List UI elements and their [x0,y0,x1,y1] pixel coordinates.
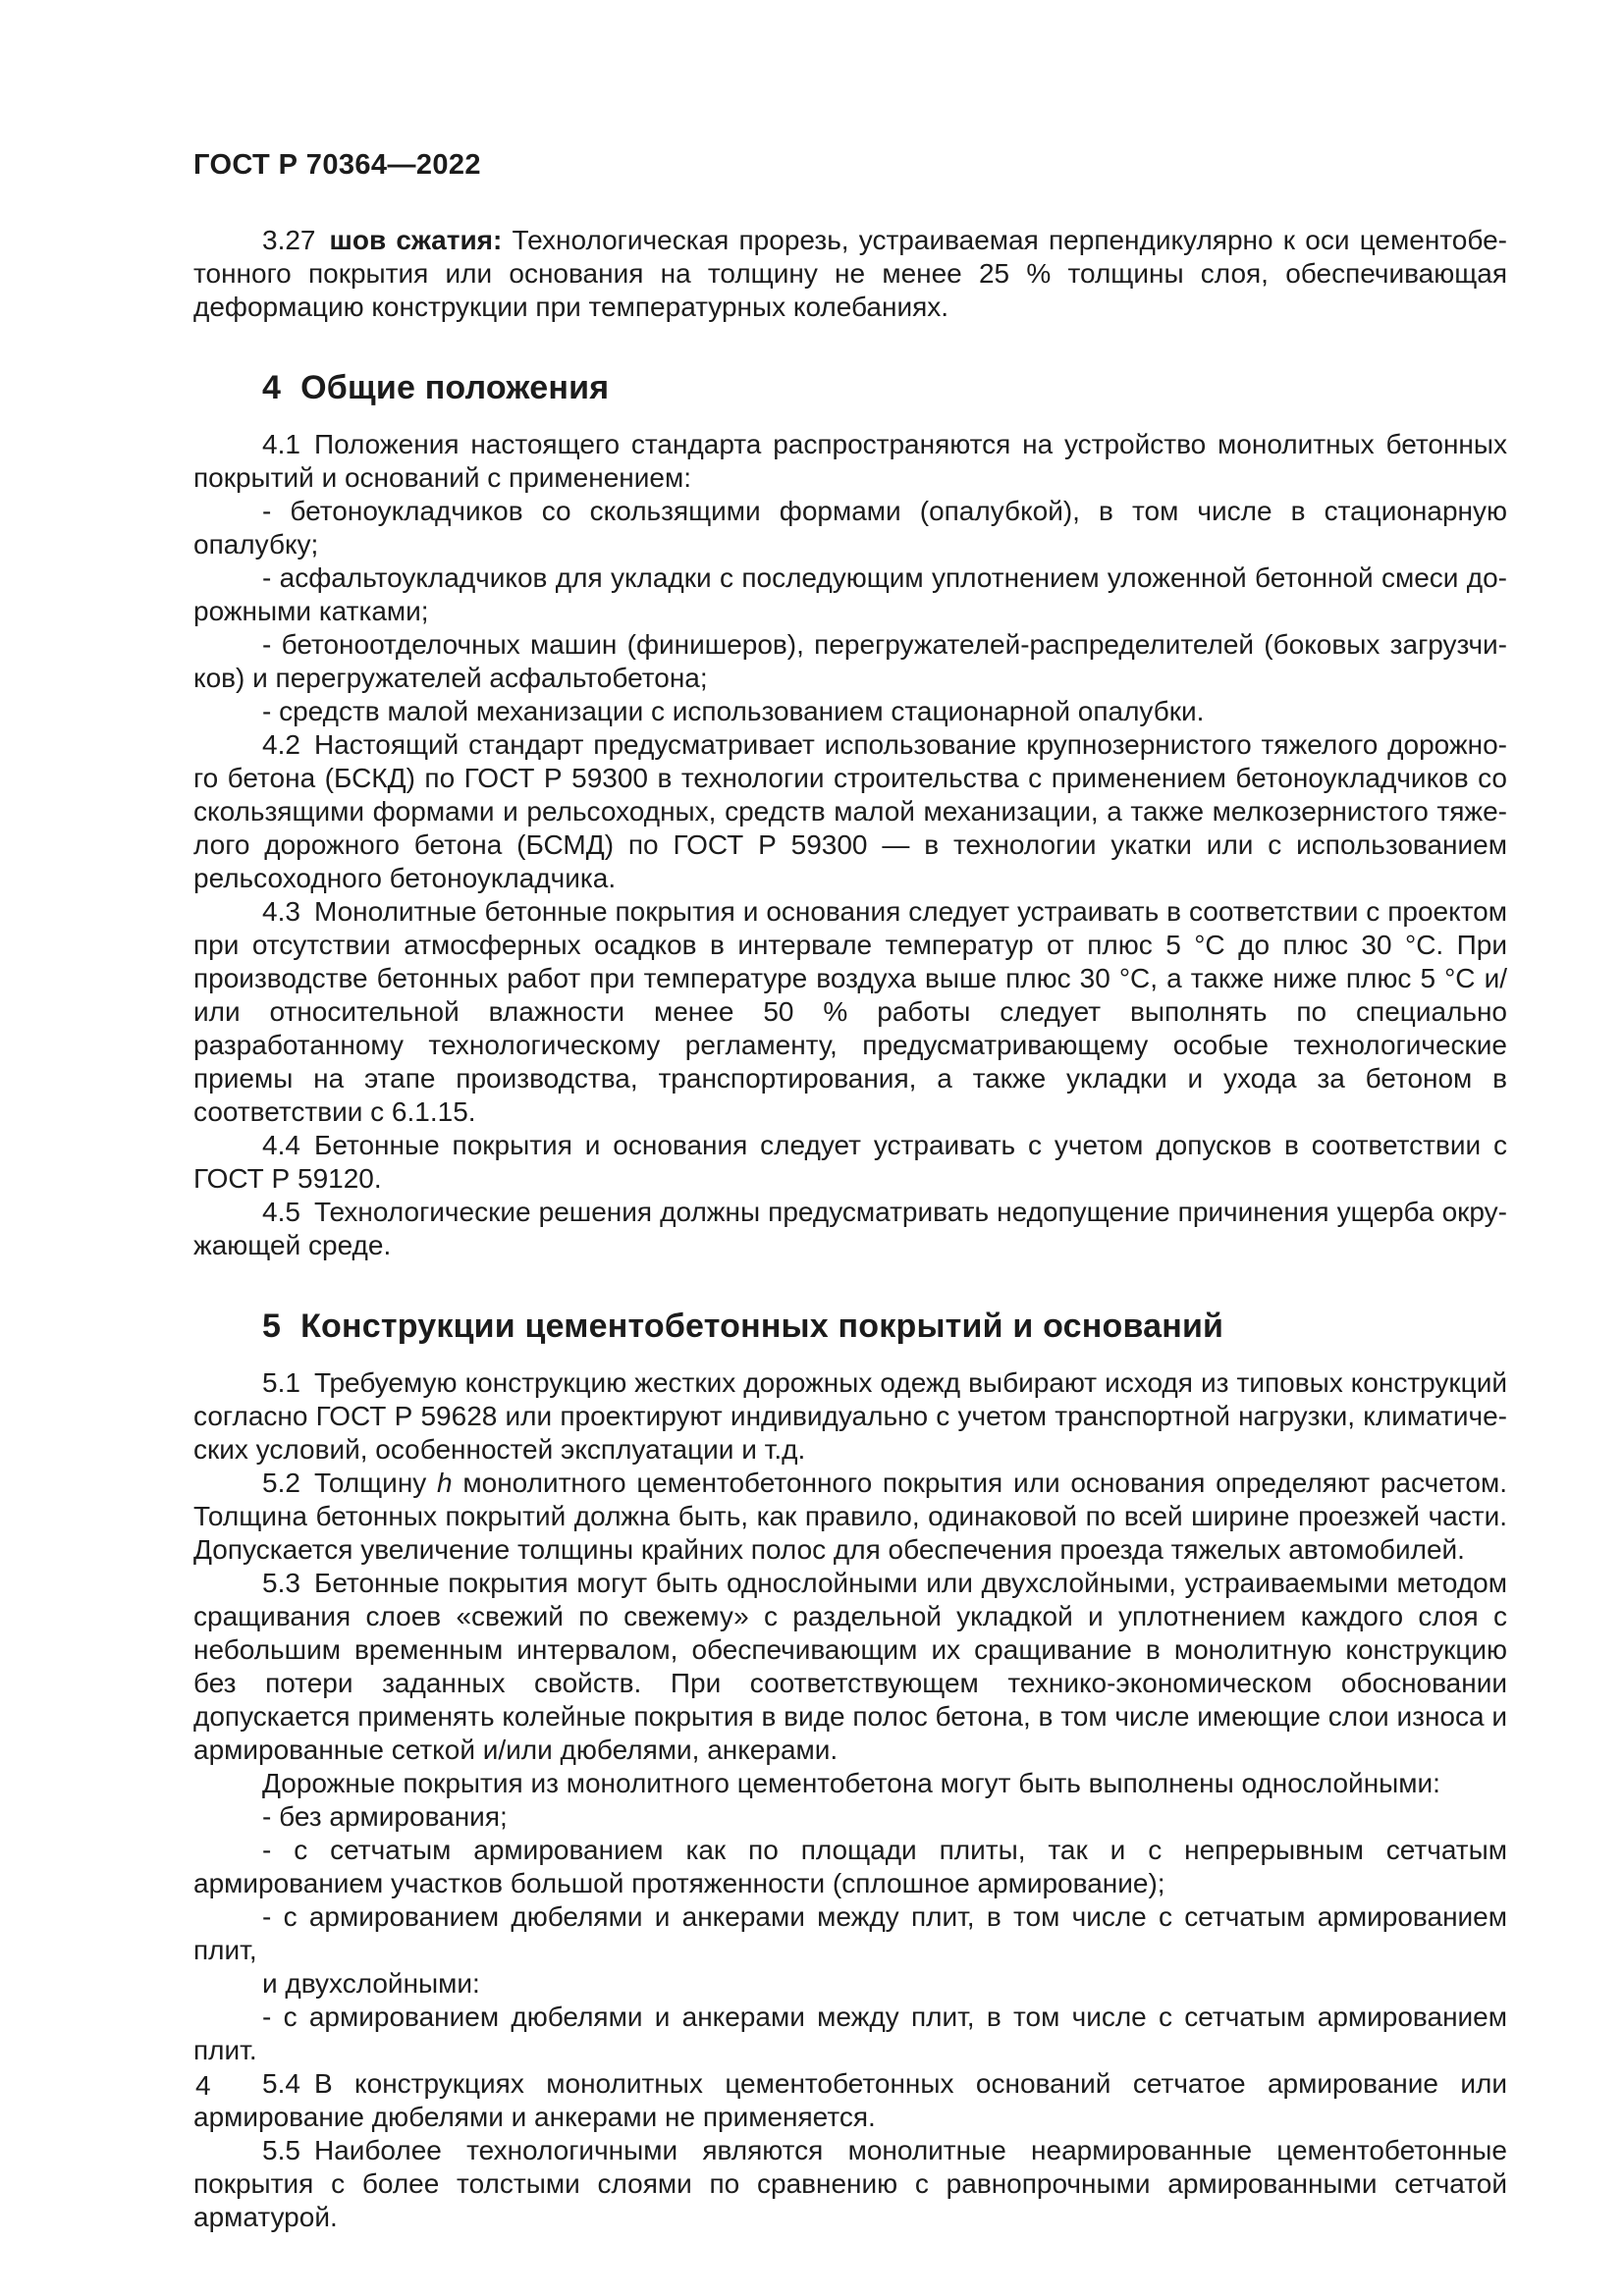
section-number: 4 [262,369,282,406]
clause-number: 4.1 [262,429,300,459]
paragraph [193,2067,1507,2134]
text-run: - асфальтоукладчиков для укладки с последующим уплотнением уложенной бетонной смеси дорожными катками; [193,562,1507,626]
text-run: монолитного цементобетонного покрытия или основания определяют расчетом. Толщина бетонных покрытий должна быть, как правило, одинаковой по всей ширине проезжей части. Допускается увеличение толщины крайних полос для обеспечения проезда тяжелых автомобилей. [193,1468,1507,1565]
text-run: шов сжатия: [329,225,503,255]
document-content [193,224,1507,2234]
text-run: Общие положения [300,369,610,406]
list-item [193,561,1507,628]
paragraph [193,2134,1507,2234]
clause-number: 4.5 [262,1197,300,1227]
list-item [193,695,1507,728]
text-run: Дорожные покрытия из монолитного цементобетона могут быть выполнены однослойными: [262,1768,1440,1798]
text-run: Настоящий стандарт предусматривает использование крупнозернистого тяжелого дорожного бетона (БСКД) по ГОСТ Р 59300 в технологии строительства с применением бетоноукладчиков со скользящими формами и рельсоходных, средств малой механизации, а также мелкозернистого тяжелого дорожного бетона (БСМД) по ГОСТ Р 59300 — в технологии укатки или с использованием рельсоходного бетоноукладчика. [193,729,1507,893]
text-run: - с армированием дюбелями и анкерами между плит, в том числе с сетчатым армированием плит. [193,2002,1507,2065]
paragraph [193,895,1507,1129]
text-run: Требуемую конструкцию жестких дорожных одежд выбирают исходя из типовых конструкций согласно ГОСТ Р 59628 или проектируют индивидуально с учетом транспортной нагрузки, климатических условий, особенностей эксплуатации и т.д. [193,1367,1507,1465]
text-run: Конструкции цементобетонных покрытий и оснований [300,1308,1224,1345]
text-run: - бетоноукладчиков со скользящими формами (опалубкой), в том числе в стационарную опалубку; [193,496,1507,560]
section-heading [193,1306,1507,1347]
clause-number: 4.2 [262,729,300,760]
paragraph [193,1129,1507,1196]
paragraph [193,1467,1507,1567]
clause-number: 5.3 [262,1568,300,1598]
text-run: Технологические решения должны предусматривать недопущение причинения ущерба окружающей среде. [193,1197,1507,1260]
list-item [193,1800,1507,1834]
section-heading [193,367,1507,408]
text-run: Наиболее технологичными являются монолитные неармированные цементобетонные покрытия с более толстыми слоями по сравнению с равнопрочными армированными сетчатой арматурой. [193,2135,1507,2232]
list-item [193,495,1507,561]
text-run: - без армирования; [262,1801,508,1832]
clause-number: 4.4 [262,1130,300,1160]
paragraph [193,1366,1507,1467]
text-run: Технологическая прорезь, устраиваемая перпендикулярно к оси цементобетонного покрытия или основания на толщину не менее 25 % толщины слоя, обеспечивающая деформацию конструкции при температурных колебаниях. [193,225,1507,322]
page-number: 4 [195,2070,211,2101]
clause-number: 4.3 [262,896,300,927]
text-run: Бетонные покрытия и основания следует устраивать с учетом допусков в соответствии с ГОСТ Р 59120. [193,1130,1507,1194]
text-run: В конструкциях монолитных цементобетонных оснований сетчатое армирование или армирование дюбелями и анкерами не применяется. [193,2068,1507,2132]
clause-number: 5.2 [262,1468,300,1498]
text-run: Бетонные покрытия могут быть однослойными или двухслойными, устраиваемыми методом сращивания слоев «свежий по свежему» с раздельной укладкой и уплотнением каждого слоя с небольшим временным интервалом, обеспечивающим их сращивание в монолитную конструкцию без потери заданных свойств. При соответствующем технико-экономическом обосновании допускается применять колейные покрытия в виде полос бетона, в том числе имеющие слои износа и армированные сеткой и/или дюбелями, анкерами. [193,1568,1507,1765]
paragraph [193,224,1507,324]
text-run: и двухслойными: [262,1968,480,1999]
list-item [193,628,1507,695]
paragraph [193,728,1507,895]
clause-number: 5.1 [262,1367,300,1398]
text-run: Толщину [313,1468,438,1498]
text-run: - с армированием дюбелями и анкерами между плит, в том числе с сетчатым армированием плит, [193,1901,1507,1965]
clause-number: 5.4 [262,2068,300,2099]
text-run: Положения настоящего стандарта распространяются на устройство монолитных бетонных покрытий и оснований с применением: [193,429,1507,493]
paragraph [193,1967,1507,2001]
clause-number: 5.5 [262,2135,300,2165]
paragraph [193,1196,1507,1262]
list-item [193,2001,1507,2067]
list-item [193,1834,1507,1900]
text-run: h [437,1468,453,1498]
section-number: 5 [262,1308,282,1345]
clause-number: 3.27 [262,225,316,255]
list-item [193,1900,1507,1967]
page-header-standard-number: ГОСТ Р 70364—2022 [193,149,481,181]
paragraph [193,1567,1507,1767]
text-run: - средств малой механизации с использованием стационарной опалубки. [262,696,1205,726]
text-run: Монолитные бетонные покрытия и основания следует устраивать в соответствии с проектом при отсутствии атмосферных осадков в интервале температур от плюс 5 °С до плюс 30 °С. При производстве бетонных работ при температуре воздуха выше плюс 30 °С, а также ниже плюс 5 °С и/или относительной влажности менее 50 % работы следует выполнять по специально разработанному технологическому регламенту, предусматривающему особые технологические приемы на этапе производства, транспортирования, а также укладки и ухода за бетоном в соответствии с 6.1.15. [193,896,1507,1127]
text-run: - бетоноотделочных машин (финишеров), перегружателей-распределителей (боковых загрузчиков) и перегружателей асфальтобетона; [193,629,1507,693]
paragraph [193,428,1507,495]
paragraph [193,1767,1507,1800]
text-run: - с сетчатым армированием как по площади плиты, так и с непрерывным сетчатым армированием участков большой протяженности (сплошное армирование); [193,1835,1507,1898]
